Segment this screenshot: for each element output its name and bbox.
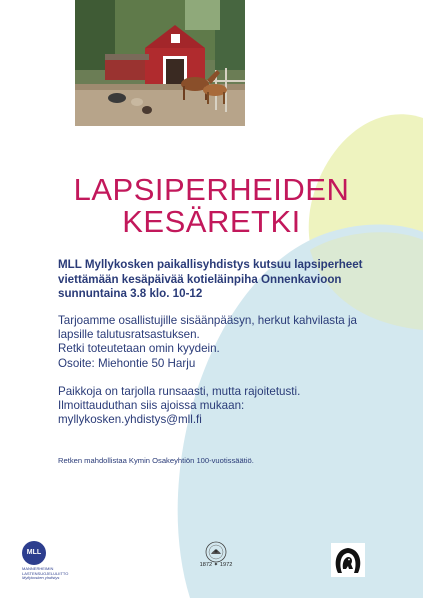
horse-logo: [331, 543, 365, 577]
mll-logo: [22, 541, 80, 585]
address-line: Osoite: Miehontie 50 Harju: [58, 356, 196, 370]
mll-org-line: MANNERHEIMIN: [22, 566, 54, 571]
horseshoe-horse-icon: [331, 543, 365, 577]
registration-line: Ilmoittauduthan siis ajoissa mukaan:: [58, 399, 245, 413]
details-line: Retki toteutetaan omin kyydein.: [58, 342, 220, 356]
details-line: lapsille talutusratsastuksen.: [58, 328, 200, 342]
title-line-2: KESÄRETKI: [122, 204, 301, 239]
lead-line: viettämään kesäpäivää kotieläinpiha Onnenkavioon: [58, 272, 342, 286]
mll-org-line: LASTENSUOJELULIITTO: [22, 570, 69, 576]
page-title: [0, 174, 423, 238]
lead-line: MLL Myllykosken paikallisyhdistys kutsuu lapsiperheet: [58, 258, 363, 271]
mll-logo-mark: MLL: [22, 541, 46, 565]
seal-emblem-icon: [192, 541, 240, 563]
details-paragraph: [58, 314, 388, 371]
sponsor-note: Retken mahdollistaa Kymin Osakeyhtiön 100-vuotissäätiö.: [58, 456, 254, 465]
seal-years: 1872 ✦ 1972: [199, 562, 233, 568]
farm-photo: [75, 0, 245, 126]
foundation-seal-logo: [192, 541, 240, 577]
details-line: Tarjoamme osallistujille sisäänpääsyn, herkut kahvilasta ja: [58, 314, 358, 327]
mll-logo-text: [22, 567, 80, 581]
lead-line: sunnuntaina 3.8 klo. 10-12: [58, 287, 203, 300]
lead-paragraph: [58, 258, 378, 302]
contact-email[interactable]: myllykosken.yhdistys@mll.fi: [58, 413, 202, 427]
registration-paragraph: [58, 385, 388, 428]
registration-line: Paikkoja on tarjolla runsaasti, mutta rajoitetusti.: [58, 385, 301, 398]
mll-org-line: Myllykosken yhdistys: [22, 575, 60, 581]
title-line-1: LAPSIPERHEIDEN: [73, 172, 350, 207]
